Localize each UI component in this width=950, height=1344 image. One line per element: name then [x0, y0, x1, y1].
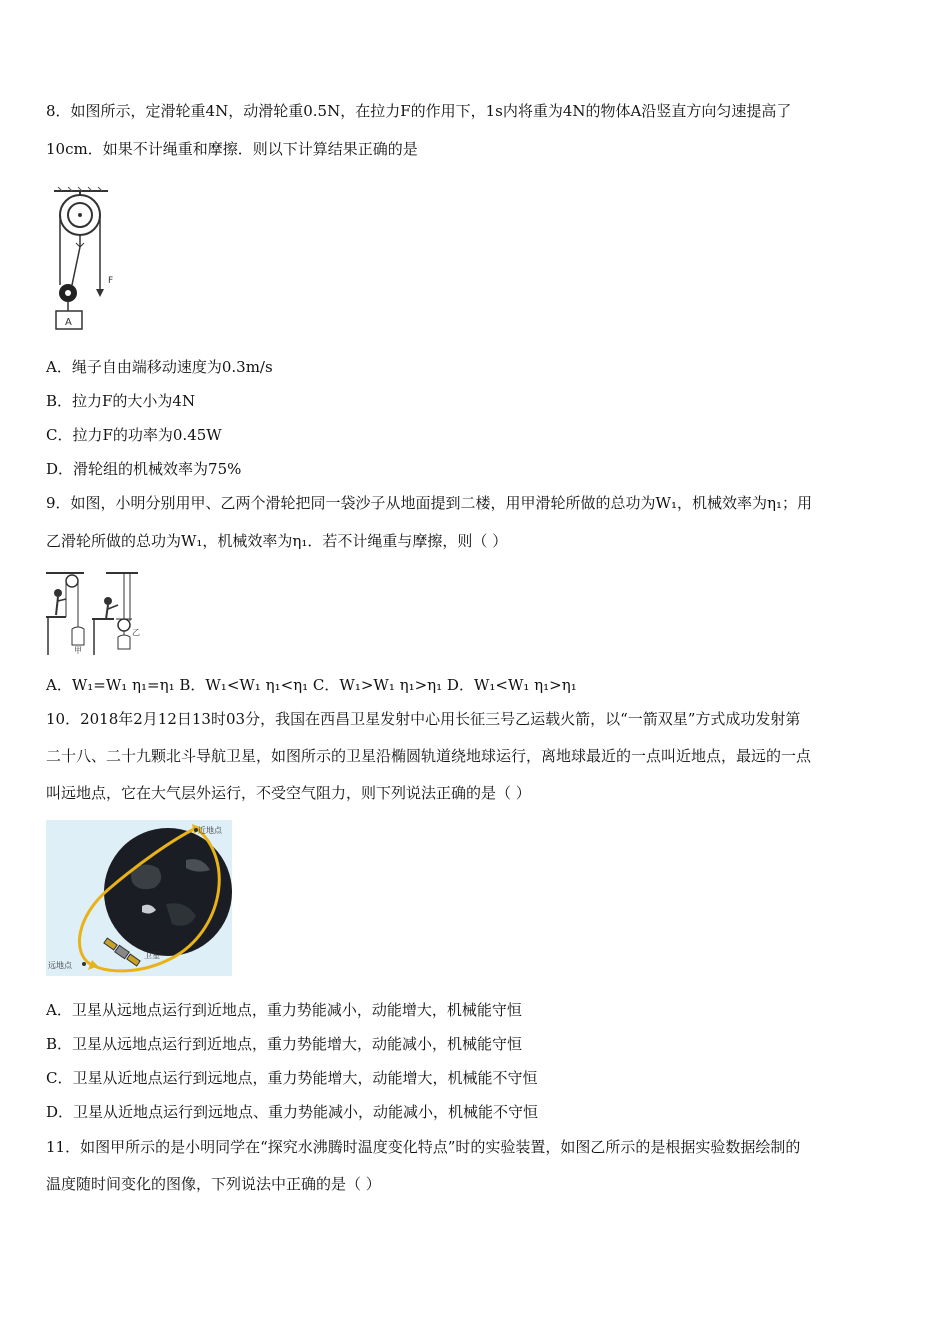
force-f-label: F: [108, 276, 114, 286]
q9-stem-line1: 9．如图，小明分别用甲、乙两个滑轮把同一袋沙子从地面提到二楼，用甲滑轮所做的总功为W₁，机械效率为η₁；用: [46, 494, 812, 512]
two-pulley-figure: [44, 569, 144, 655]
q10-option-d: D．卫星从近地点运行到远地点、重力势能减小，动能减小，机械能不守恒: [46, 1103, 539, 1121]
q9-stem-line2: 乙滑轮所做的总功为W₁，机械效率为η₁．若不计绳重与摩擦，则（ ）: [46, 532, 508, 550]
q10-option-a: A．卫星从远地点运行到近地点，重力势能减小，动能增大，机械能守恒: [46, 1001, 522, 1019]
q11-stem-line1: 11．如图甲所示的是小明同学在“探究水沸腾时温度变化特点”时的实验装置，如图乙所示的是根据实验数据绘制的: [46, 1138, 801, 1156]
q8-stem-line1: 8．如图所示，定滑轮重4N，动滑轮重0.5N，在拉力F的作用下，1s内将重为4N的物体A沿竖直方向匀速提高了: [46, 102, 792, 120]
q8-stem-line2: 10cm．如果不计绳重和摩擦．则以下计算结果正确的是: [46, 140, 418, 158]
pulley-figure: [48, 185, 128, 333]
q8-option-b: B．拉力F的大小为4N: [46, 392, 196, 410]
q10-stem-line2: 二十八、二十九颗北斗导航卫星，如图所示的卫星沿椭圆轨道绕地球运行，离地球最近的一点叫近地点，最远的一点: [46, 747, 812, 765]
q10-stem-line1: 10．2018年2月12日13时03分，我国在西昌卫星发射中心用长征三号乙运载火箭，以“一箭双星”方式成功发射第: [46, 710, 801, 728]
q8-option-d: D．滑轮组的机械效率为75%: [46, 460, 242, 478]
satellite-label: 卫星: [144, 951, 160, 960]
label-jia: 甲: [74, 646, 82, 655]
apogee-label: 远地点: [48, 961, 72, 970]
satellite-orbit-figure: [46, 820, 232, 976]
q8-option-a: A．绳子自由端移动速度为0.3m/s: [46, 358, 273, 376]
q10-stem-line3: 叫远地点，它在大气层外运行，不受空气阻力，则下列说法正确的是（ ）: [46, 784, 531, 802]
q11-stem-line2: 温度随时间变化的图像，下列说法中正确的是（ ）: [46, 1175, 381, 1193]
label-yi: 乙: [132, 628, 140, 637]
perigee-label: 近地点: [198, 826, 222, 835]
object-a-label: A: [65, 317, 72, 328]
q10-option-c: C．卫星从近地点运行到远地点，重力势能增大，动能增大，机械能不守恒: [46, 1069, 538, 1087]
q8-option-c: C．拉力F的功率为0.45W: [46, 426, 222, 444]
q9-options: A．W₁=W₁ η₁=η₁ B．W₁<W₁ η₁<η₁ C．W₁>W₁ η₁>η₁ D．W₁<W₁ η₁>η₁: [46, 676, 577, 694]
q10-option-b: B．卫星从远地点运行到近地点，重力势能增大，动能减小，机械能守恒: [46, 1035, 523, 1053]
